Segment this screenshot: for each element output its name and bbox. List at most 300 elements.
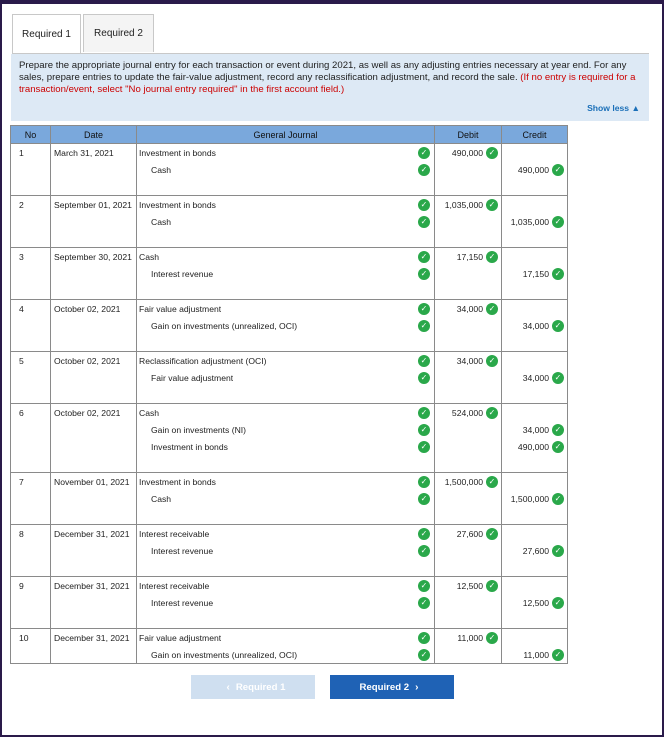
- table-row: [11, 525, 568, 543]
- entry-date: [51, 438, 137, 455]
- credit-amount: 490,000: [517, 164, 549, 175]
- credit-cell[interactable]: [502, 629, 568, 647]
- credit-amount: 34,000: [522, 372, 549, 383]
- entry-date[interactable]: November 01, 2021: [51, 473, 137, 491]
- account-field[interactable]: [137, 580, 434, 592]
- empty-cell[interactable]: [137, 559, 435, 577]
- empty-cell[interactable]: [137, 611, 435, 629]
- credit-field[interactable]: [502, 372, 567, 384]
- credit-cell[interactable]: [502, 421, 568, 438]
- account-name: Cash: [151, 216, 172, 227]
- account-field[interactable]: [137, 441, 434, 453]
- debit-cell[interactable]: [435, 525, 502, 543]
- check-icon: ✓: [552, 493, 564, 505]
- account-field[interactable]: [137, 199, 434, 211]
- account-field[interactable]: [137, 493, 434, 505]
- account-name: Cash: [151, 493, 172, 504]
- account-cell[interactable]: [137, 213, 435, 230]
- credit-cell[interactable]: [502, 196, 568, 214]
- entry-date: [51, 161, 137, 178]
- empty-cell[interactable]: [137, 230, 435, 248]
- debit-field[interactable]: [435, 251, 501, 263]
- account-name: Investment in bonds: [139, 476, 216, 487]
- check-icon: ✓: [552, 597, 564, 609]
- debit-amount: 1,500,000: [444, 476, 483, 487]
- check-icon: ✓: [552, 268, 564, 280]
- account-cell[interactable]: [137, 646, 435, 664]
- debit-field[interactable]: [435, 303, 501, 315]
- table-row: [11, 646, 568, 664]
- check-icon: ✓: [418, 320, 430, 332]
- debit-cell[interactable]: [435, 213, 502, 230]
- empty-cell[interactable]: [502, 611, 568, 629]
- entry-number: [11, 161, 51, 178]
- empty-cell[interactable]: [435, 386, 502, 404]
- check-icon: ✓: [486, 528, 498, 540]
- empty-cell[interactable]: [502, 455, 568, 473]
- col-header-no: No: [11, 126, 51, 144]
- account-field[interactable]: [137, 407, 434, 419]
- credit-amount: 34,000: [522, 424, 549, 435]
- entry-number: 1: [11, 144, 51, 162]
- check-icon: ✓: [418, 493, 430, 505]
- next-required-button[interactable]: [330, 675, 454, 699]
- table-row: [11, 369, 568, 386]
- table-row: [11, 542, 568, 559]
- empty-cell[interactable]: [51, 334, 137, 352]
- prev-required-button: [191, 675, 315, 699]
- check-icon: ✓: [486, 632, 498, 644]
- debit-cell[interactable]: [435, 629, 502, 647]
- credit-field[interactable]: [502, 493, 567, 505]
- account-cell[interactable]: [137, 438, 435, 455]
- account-name: Interest revenue: [151, 597, 214, 608]
- credit-cell[interactable]: [502, 213, 568, 230]
- account-name: Cash: [139, 407, 160, 418]
- debit-cell[interactable]: [435, 473, 502, 491]
- entry-date: [51, 213, 137, 230]
- empty-cell[interactable]: [11, 334, 51, 352]
- debit-field[interactable]: [435, 632, 501, 644]
- account-field[interactable]: [137, 545, 434, 557]
- check-icon: ✓: [552, 441, 564, 453]
- debit-cell[interactable]: [435, 421, 502, 438]
- entry-date: [51, 265, 137, 282]
- check-icon: ✓: [486, 303, 498, 315]
- credit-cell[interactable]: [502, 525, 568, 543]
- credit-amount: 34,000: [522, 320, 549, 331]
- account-name: Gain on investments (unrealized, OCI): [151, 649, 298, 660]
- empty-row: [11, 386, 568, 404]
- account-cell[interactable]: [137, 144, 435, 162]
- empty-cell[interactable]: [435, 611, 502, 629]
- empty-cell[interactable]: [51, 230, 137, 248]
- entry-date[interactable]: October 02, 2021: [51, 300, 137, 318]
- account-name: Interest revenue: [151, 545, 214, 556]
- entry-date[interactable]: October 02, 2021: [51, 404, 137, 422]
- account-cell[interactable]: [137, 421, 435, 438]
- table-row: [11, 352, 568, 370]
- account-name: Interest revenue: [151, 268, 214, 279]
- check-icon: ✓: [418, 268, 430, 280]
- table-row: [11, 404, 568, 422]
- credit-cell[interactable]: [502, 144, 568, 162]
- debit-field[interactable]: [435, 528, 501, 540]
- account-name: Fair value adjustment: [151, 372, 234, 383]
- debit-amount: 524,000: [451, 407, 483, 418]
- account-name: Interest receivable: [139, 580, 210, 591]
- triangle-up-icon: ▲: [631, 103, 640, 113]
- empty-cell[interactable]: [435, 334, 502, 352]
- check-icon: ✓: [418, 424, 430, 436]
- account-field[interactable]: [137, 476, 434, 488]
- check-icon: ✓: [552, 545, 564, 557]
- table-header-row: [11, 126, 568, 144]
- journal-body: [11, 144, 568, 664]
- table-row: [11, 490, 568, 507]
- credit-cell[interactable]: [502, 646, 568, 664]
- account-field[interactable]: [137, 528, 434, 540]
- entry-number: [11, 421, 51, 438]
- check-icon: ✓: [552, 424, 564, 436]
- empty-row: [11, 230, 568, 248]
- col-header-debit: Debit: [435, 126, 502, 144]
- tab-required-2[interactable]: Required 2: [83, 14, 154, 52]
- entry-number: 9: [11, 577, 51, 595]
- account-cell[interactable]: [137, 369, 435, 386]
- account-field[interactable]: [137, 164, 434, 176]
- account-cell[interactable]: [137, 300, 435, 318]
- debit-field[interactable]: [435, 355, 501, 367]
- credit-field[interactable]: [502, 320, 567, 332]
- entry-date: [51, 594, 137, 611]
- empty-cell[interactable]: [11, 230, 51, 248]
- debit-cell[interactable]: [435, 300, 502, 318]
- credit-field[interactable]: [502, 649, 567, 661]
- credit-amount: 490,000: [517, 441, 549, 452]
- check-icon: ✓: [418, 441, 430, 453]
- credit-field[interactable]: [502, 545, 567, 557]
- empty-cell[interactable]: [137, 178, 435, 196]
- entry-number: 4: [11, 300, 51, 318]
- check-icon: ✓: [552, 216, 564, 228]
- credit-amount: 1,500,000: [510, 493, 549, 504]
- credit-cell[interactable]: [502, 490, 568, 507]
- credit-cell[interactable]: [502, 369, 568, 386]
- check-icon: ✓: [552, 320, 564, 332]
- empty-cell[interactable]: [435, 559, 502, 577]
- check-icon: ✓: [552, 649, 564, 661]
- credit-amount: 12,500: [522, 597, 549, 608]
- account-cell[interactable]: [137, 196, 435, 214]
- debit-amount: 17,150: [456, 251, 483, 262]
- account-field[interactable]: [137, 268, 434, 280]
- credit-field[interactable]: [502, 441, 567, 453]
- empty-cell[interactable]: [435, 178, 502, 196]
- debit-amount: 11,000: [457, 632, 483, 643]
- check-icon: ✓: [418, 649, 430, 661]
- check-icon: ✓: [486, 476, 498, 488]
- empty-cell[interactable]: [11, 559, 51, 577]
- entry-number: [11, 542, 51, 559]
- credit-cell[interactable]: [502, 265, 568, 282]
- account-field[interactable]: [137, 320, 434, 332]
- empty-cell[interactable]: [137, 334, 435, 352]
- credit-cell[interactable]: [502, 594, 568, 611]
- check-icon: ✓: [486, 355, 498, 367]
- empty-cell[interactable]: [137, 455, 435, 473]
- entry-number: [11, 490, 51, 507]
- debit-cell[interactable]: [435, 577, 502, 595]
- entry-date[interactable]: October 02, 2021: [51, 352, 137, 370]
- empty-cell[interactable]: [502, 507, 568, 525]
- empty-cell[interactable]: [502, 386, 568, 404]
- entry-date: [51, 369, 137, 386]
- account-name: Investment in bonds: [139, 199, 216, 210]
- check-icon: ✓: [418, 355, 430, 367]
- table-row: [11, 300, 568, 318]
- credit-amount: 1,035,000: [510, 216, 549, 227]
- empty-cell[interactable]: [51, 455, 137, 473]
- credit-cell[interactable]: [502, 161, 568, 178]
- credit-cell[interactable]: [502, 542, 568, 559]
- debit-field[interactable]: [435, 407, 501, 419]
- debit-amount: 34,000: [456, 355, 483, 366]
- debit-cell[interactable]: [435, 196, 502, 214]
- account-cell[interactable]: [137, 525, 435, 543]
- table-row: [11, 421, 568, 438]
- empty-cell[interactable]: [11, 507, 51, 525]
- credit-field[interactable]: [502, 424, 567, 436]
- col-header-date: Date: [51, 126, 137, 144]
- empty-row: [11, 559, 568, 577]
- empty-cell[interactable]: [51, 507, 137, 525]
- empty-cell[interactable]: [51, 178, 137, 196]
- credit-amount: 17,150: [522, 268, 549, 279]
- check-icon: ✓: [418, 199, 430, 211]
- empty-cell[interactable]: [435, 230, 502, 248]
- debit-cell[interactable]: [435, 317, 502, 334]
- empty-cell[interactable]: [137, 282, 435, 300]
- check-icon: ✓: [552, 372, 564, 384]
- account-cell[interactable]: [137, 352, 435, 370]
- check-icon: ✓: [418, 597, 430, 609]
- account-field[interactable]: [137, 632, 434, 644]
- account-field[interactable]: [137, 424, 434, 436]
- instructions-text: Prepare the appropriate journal entry for each transaction or event during 2021, as well as any adjusting entries necessary at year end. For any sales, prepare entries to update the fair-value adjustment, record any reclassification adjustment, and record the sale.: [19, 60, 627, 83]
- account-cell[interactable]: [137, 542, 435, 559]
- debit-field[interactable]: [435, 476, 501, 488]
- empty-row: [11, 334, 568, 352]
- entry-date[interactable]: December 31, 2021: [51, 525, 137, 543]
- debit-cell[interactable]: [435, 265, 502, 282]
- empty-cell[interactable]: [51, 611, 137, 629]
- entry-date[interactable]: September 30, 2021: [51, 248, 137, 266]
- show-less-label: Show less: [587, 103, 630, 113]
- account-cell[interactable]: [137, 404, 435, 422]
- entry-date[interactable]: December 31, 2021: [51, 577, 137, 595]
- empty-cell[interactable]: [11, 611, 51, 629]
- empty-cell[interactable]: [11, 455, 51, 473]
- credit-cell[interactable]: [502, 248, 568, 266]
- account-name: Investment in bonds: [139, 147, 216, 158]
- empty-cell[interactable]: [51, 282, 137, 300]
- table-row: [11, 161, 568, 178]
- entry-number: [11, 317, 51, 334]
- table-row: [11, 265, 568, 282]
- credit-field[interactable]: [502, 164, 567, 176]
- debit-cell[interactable]: [435, 352, 502, 370]
- empty-row: [11, 455, 568, 473]
- entry-number: 10: [11, 629, 51, 647]
- credit-cell[interactable]: [502, 300, 568, 318]
- check-icon: ✓: [418, 580, 430, 592]
- entry-date: [51, 490, 137, 507]
- empty-cell[interactable]: [435, 282, 502, 300]
- entry-date[interactable]: September 01, 2021: [51, 196, 137, 214]
- debit-field[interactable]: [435, 199, 501, 211]
- next-label: Required 2: [359, 681, 410, 693]
- tab-required-1[interactable]: Required 1: [12, 14, 81, 54]
- empty-cell[interactable]: [502, 334, 568, 352]
- check-icon: ✓: [418, 251, 430, 263]
- account-cell[interactable]: [137, 473, 435, 491]
- table-row: [11, 196, 568, 214]
- show-less-link[interactable]: [587, 103, 640, 113]
- check-icon: ✓: [486, 199, 498, 211]
- empty-cell[interactable]: [11, 178, 51, 196]
- empty-cell[interactable]: [51, 386, 137, 404]
- col-header-journal: General Journal: [137, 126, 435, 144]
- account-field[interactable]: [137, 649, 434, 661]
- empty-cell[interactable]: [502, 178, 568, 196]
- entry-number: [11, 369, 51, 386]
- account-cell[interactable]: [137, 265, 435, 282]
- debit-amount: 27,600: [456, 528, 483, 539]
- empty-row: [11, 178, 568, 196]
- entry-number: 6: [11, 404, 51, 422]
- check-icon: ✓: [418, 476, 430, 488]
- account-field[interactable]: [137, 147, 434, 159]
- check-icon: ✓: [418, 372, 430, 384]
- empty-cell[interactable]: [137, 386, 435, 404]
- debit-cell[interactable]: [435, 438, 502, 455]
- table-row: [11, 473, 568, 491]
- check-icon: ✓: [418, 164, 430, 176]
- empty-cell[interactable]: [435, 455, 502, 473]
- entry-number: 2: [11, 196, 51, 214]
- debit-cell[interactable]: [435, 594, 502, 611]
- account-name: Gain on investments (NI): [151, 424, 247, 435]
- account-cell[interactable]: [137, 248, 435, 266]
- empty-cell[interactable]: [502, 282, 568, 300]
- debit-field[interactable]: [435, 580, 501, 592]
- account-name: Fair value adjustment: [139, 303, 222, 314]
- account-name: Interest receivable: [139, 528, 210, 539]
- entry-date: [51, 646, 137, 664]
- debit-cell[interactable]: [435, 542, 502, 559]
- table-row: [11, 594, 568, 611]
- account-field[interactable]: [137, 597, 434, 609]
- entry-number: [11, 438, 51, 455]
- empty-cell[interactable]: [435, 507, 502, 525]
- debit-cell[interactable]: [435, 490, 502, 507]
- table-row: [11, 144, 568, 162]
- debit-cell[interactable]: [435, 248, 502, 266]
- account-name: Cash: [151, 164, 172, 175]
- debit-cell[interactable]: [435, 404, 502, 422]
- check-icon: ✓: [486, 580, 498, 592]
- account-field[interactable]: [137, 216, 434, 228]
- credit-field[interactable]: [502, 216, 567, 228]
- entry-date[interactable]: December 31, 2021: [51, 629, 137, 647]
- debit-cell[interactable]: [435, 144, 502, 162]
- empty-cell[interactable]: [11, 386, 51, 404]
- account-cell[interactable]: [137, 594, 435, 611]
- entry-number: [11, 213, 51, 230]
- table-row: [11, 317, 568, 334]
- credit-cell[interactable]: [502, 317, 568, 334]
- entry-number: [11, 646, 51, 664]
- account-cell[interactable]: [137, 490, 435, 507]
- empty-cell[interactable]: [502, 559, 568, 577]
- journal-table: [10, 125, 568, 664]
- credit-cell[interactable]: [502, 473, 568, 491]
- check-icon: ✓: [418, 528, 430, 540]
- account-cell[interactable]: [137, 317, 435, 334]
- table-row: [11, 629, 568, 647]
- entry-date[interactable]: March 31, 2021: [51, 144, 137, 162]
- account-name: Reclassification adjustment (OCI): [139, 355, 267, 366]
- account-field[interactable]: [137, 303, 434, 315]
- debit-cell[interactable]: [435, 161, 502, 178]
- credit-cell[interactable]: [502, 404, 568, 422]
- account-field[interactable]: [137, 355, 434, 367]
- credit-cell[interactable]: [502, 438, 568, 455]
- table-row: [11, 438, 568, 455]
- credit-cell[interactable]: [502, 577, 568, 595]
- entry-number: [11, 265, 51, 282]
- debit-cell[interactable]: [435, 646, 502, 664]
- credit-field[interactable]: [502, 268, 567, 280]
- account-field[interactable]: [137, 251, 434, 263]
- debit-cell[interactable]: [435, 369, 502, 386]
- debit-amount: 12,500: [456, 580, 483, 591]
- check-icon: ✓: [418, 545, 430, 557]
- credit-field[interactable]: [502, 597, 567, 609]
- account-cell[interactable]: [137, 161, 435, 178]
- entry-number: [11, 594, 51, 611]
- empty-cell[interactable]: [11, 282, 51, 300]
- credit-cell[interactable]: [502, 352, 568, 370]
- account-cell[interactable]: [137, 629, 435, 647]
- table-row: [11, 213, 568, 230]
- empty-cell[interactable]: [137, 507, 435, 525]
- debit-field[interactable]: [435, 147, 501, 159]
- account-cell[interactable]: [137, 577, 435, 595]
- entry-date: [51, 542, 137, 559]
- empty-cell[interactable]: [502, 230, 568, 248]
- check-icon: ✓: [418, 216, 430, 228]
- debit-amount: 490,000: [451, 147, 483, 158]
- entry-date: [51, 421, 137, 438]
- check-icon: ✓: [486, 407, 498, 419]
- entry-date: [51, 317, 137, 334]
- debit-amount: 34,000: [456, 303, 483, 314]
- entry-number: 5: [11, 352, 51, 370]
- account-field[interactable]: [137, 372, 434, 384]
- empty-cell[interactable]: [51, 559, 137, 577]
